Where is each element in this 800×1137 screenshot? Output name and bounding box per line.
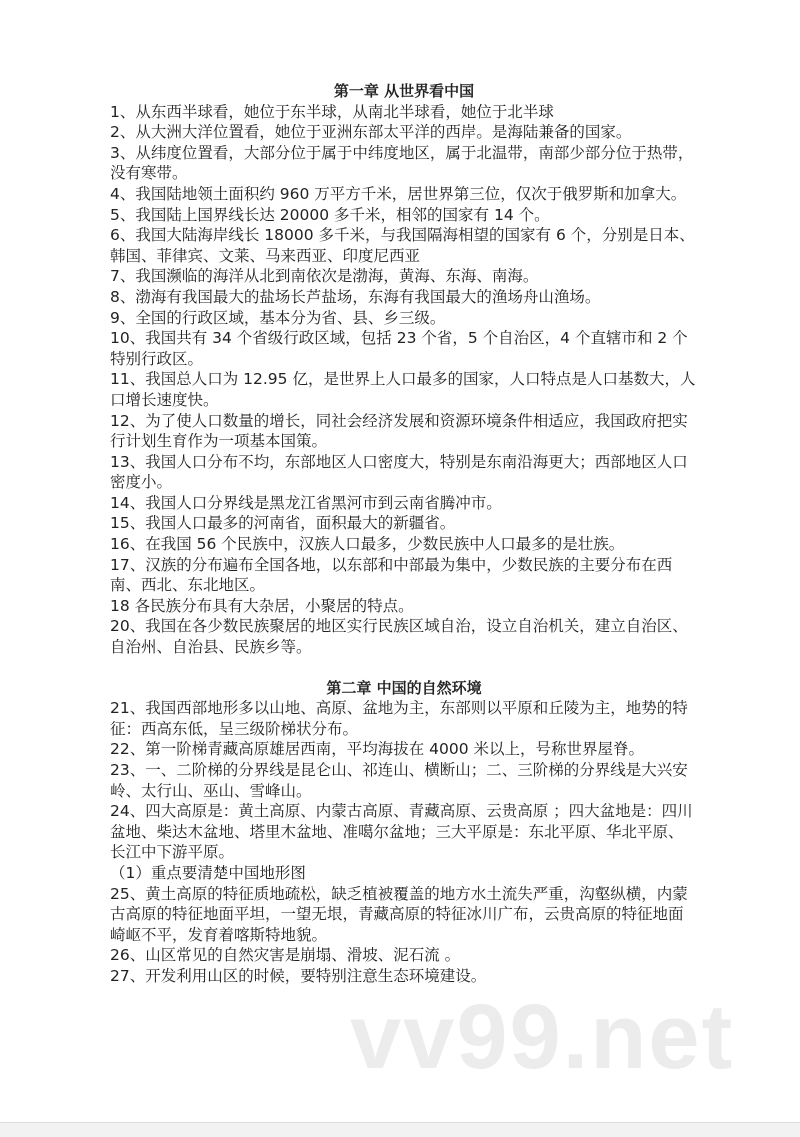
list-item: 7、我国濒临的海洋从北到南依次是渤海，黄海、东海、南海。 [110,267,539,286]
list-item: 2、从大洲大洋位置看，她位于亚洲东部太平洋的西岸。是海陆兼备的国家。 [110,123,632,142]
list-item: 10、我国共有 34 个省级行政区域，包括 23 个省，5 个自治区，4 个直辖市和 2 个特别行政区。 [110,329,688,368]
list-item: 12、为了使人口数量的增长，同社会经济发展和资源环境条件相适应，我国政府把实行计划生育作为一项基本国策。 [110,411,688,451]
list-item: 26、山区常见的自然灾害是崩塌、滑坡、泥石流 。 [110,946,461,965]
list-item: 16、在我国 56 个民族中，汉族人口最多，少数民族中人口最多的是壮族。 [110,535,625,554]
list-item: 13、我国人口分布不均，东部地区人口密度大，特别是东南沿海更大；西部地区人口密度小。 [110,452,688,492]
list-item: 21、我国西部地形多以山地、高原、盆地为主，东部则以平原和丘陵为主，地势的特征：西高东低，呈三级阶梯状分布。 [110,699,688,738]
watermark-logo: vv99.net [350,985,735,1088]
list-item: （1）重点要清楚中国地形图 [110,863,306,882]
list-item: 22、第一阶梯青藏高原雄居西南，平均海拔在 4000 米以上，号称世界屋脊。 [110,740,645,759]
list-item: 24、四大高原是：黄土高原、内蒙古高原、青藏高原、云贵高原 ；四大盆地是：四川盆地、柴达木盆地、塔里木盆地、准噶尔盆地；三大平原是：东北平原、华北平原、长江中下游平原。 [110,802,693,862]
chapter-1-title: 第一章 从世界看中国 [333,82,475,100]
list-item: 23、一、二阶梯的分界线是昆仑山、祁连山、横断山；二、三阶梯的分界线是大兴安岭、太行山、巫山、雪峰山。 [110,761,688,800]
list-item: 9、全国的行政区域，基本分为省、县、乡三级。 [110,308,446,327]
list-item: 25、黄土高原的特征质地疏松，缺乏植被覆盖的地方水土流失严重，沟壑纵横，内蒙古高原的特征地面平坦，一望无垠，青藏高原的特征冰川广布，云贵高原的特征地面崎岖不平，发育着喀斯特地貌。 [110,884,688,944]
list-item: 4、我国陆地领土面积约 960 万平方千米，居世界第三位，仅次于俄罗斯和加拿大。 [110,184,687,203]
list-item: 15、我国人口最多的河南省，面积最大的新疆省。 [110,514,456,533]
chapter-2-title: 第二章 中国的自然环境 [326,678,482,697]
list-item: 17、汉族的分布遍布全国各地，以东部和中部最为集中，少数民族的主要分布在西南、西北、东北地区。 [110,555,673,595]
list-item: 6、我国大陆海岸线长 18000 多千米，与我国隔海相望的国家有 6 个，分别是日本、韩国、菲律宾、文莱、马来西亚、印度尼西亚 [110,226,695,265]
list-item: 20、我国在各少数民族聚居的地区实行民族区域自治，设立自治机关，建立自治区、自治州、自治县、民族乡等。 [110,617,688,657]
chapter-2-items [110,698,698,986]
list-item: 11、我国总人口为 12.95 亿，是世界上人口最多的国家，人口特点是人口基数大，人口增长速度快。 [110,370,696,409]
list-item: 1、从东西半球看，她位于东半球，从南北半球看，她位于北半球 [110,102,554,121]
document-body [110,81,735,1088]
list-item: 18 各民族分布具有大杂居，小聚居的特点。 [110,596,414,615]
list-item: 3、从纬度位置看，大部分位于属于中纬度地区，属于北温带，南部少部分位于热带，没有寒带。 [110,143,694,183]
list-item: 5、我国陆上国界线长达 20000 多千米，相邻的国家有 14 个。 [110,205,550,224]
list-item: 14、我国人口分界线是黑龙江省黑河市到云南省腾冲市。 [110,493,502,512]
list-item: 8、渤海有我国最大的盐场长芦盐场，东海有我国最大的渔场舟山渔场。 [110,287,601,306]
list-item: 27、开发利用山区的时候，要特别注意生态环境建设。 [110,966,487,985]
chapter-1-items [110,102,698,658]
